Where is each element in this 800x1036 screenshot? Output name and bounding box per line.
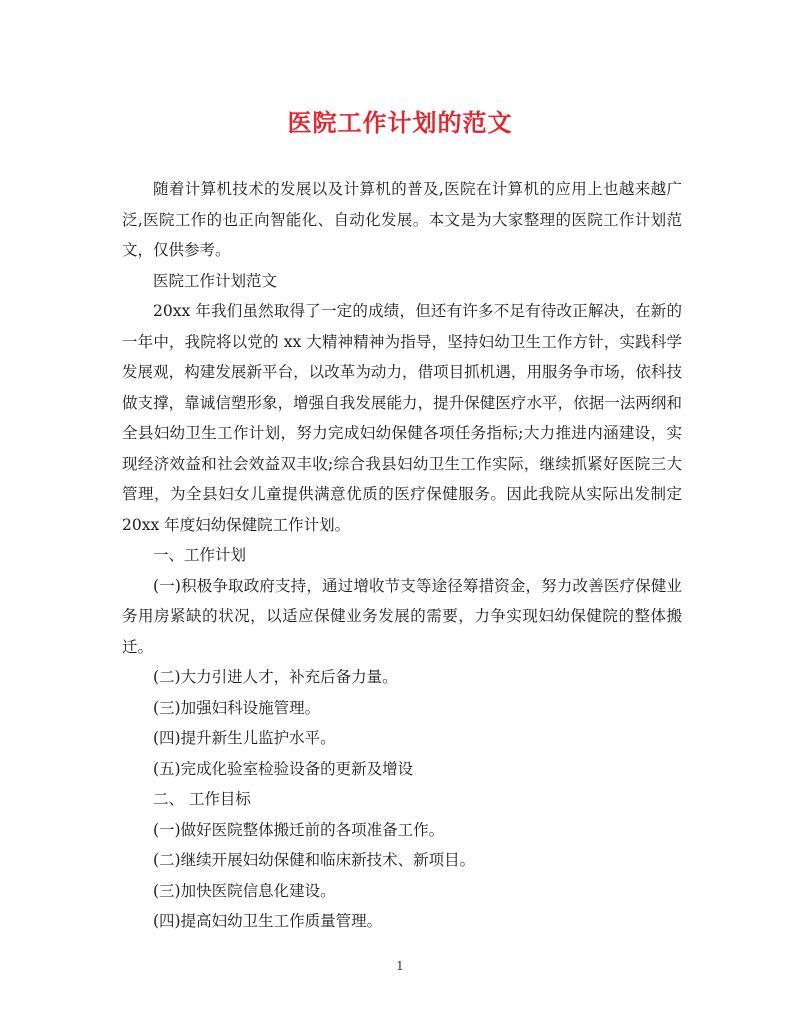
page-number: 1 — [396, 959, 404, 973]
plan-item: (二)大力引进人才，补充后备力量。 — [153, 668, 398, 686]
main-paragraph: 20xx 年我们虽然取得了一定的成绩，但还有许多不足有待改正解决，在新的一年中，我院将以党的 xx 大精神精神为指导，坚持妇幼卫生工作方针，实践科学发展观，构建发展新平台，以改革为动力，借项目抓机遇，用服务争市场，依科技做支撑，靠诚信塑形象，增强自我发展能力，提升保健医疗水平，依据一法两纲和全县妇幼卫生工作计划，努力完成妇幼保健各项任务指标;大力推进内涵建设，实现经济效益和社会效益双丰收;综合我县妇幼卫生工作实际，继续抓紧好医院三大管理，为全县妇女儿童提供满意优质的医疗保健服务。因此我院从实际出发制定 20xx 年度妇幼保健院工作计划。 — [122, 302, 682, 534]
heading-work-plan: 一、工作计划 — [153, 546, 247, 564]
section-label: 医院工作计划范文 — [153, 271, 278, 290]
plan-item: (三)加强妇科设施管理。 — [153, 698, 321, 717]
plan-item: (一)积极争取政府支持，通过增收节支等途径筹措资金，努力改善医疗保健业务用房紧缺的状况，以适应保健业务发展的需要，力争实现妇幼保健院的整体搬迁。 — [122, 576, 682, 656]
goal-item: (一)做好医院整体搬迁前的各项准备工作。 — [153, 820, 445, 839]
goal-item: (四)提高妇幼卫生工作质量管理。 — [153, 912, 383, 930]
plan-item: (四)提升新生儿监护水平。 — [153, 729, 336, 747]
goal-item: (二)继续开展妇幼保健和临床新技术、新项目。 — [153, 851, 476, 869]
document-body — [122, 174, 682, 937]
heading-work-goals: 二、 工作目标 — [153, 790, 251, 808]
plan-item: (五)完成化验室检验设备的更新及增设 — [153, 759, 414, 778]
document-title: 医院工作计划的范文 — [287, 108, 513, 137]
goal-item: (三)加快医院信息化建设。 — [153, 881, 336, 900]
intro-paragraph: 随着计算机技术的发展以及计算机的普及,医院在计算机的应用上也越来越广泛,医院工作的也正向智能化、自动化发展。本文是为大家整理的医院工作计划范文，仅供参考。 — [122, 180, 682, 259]
